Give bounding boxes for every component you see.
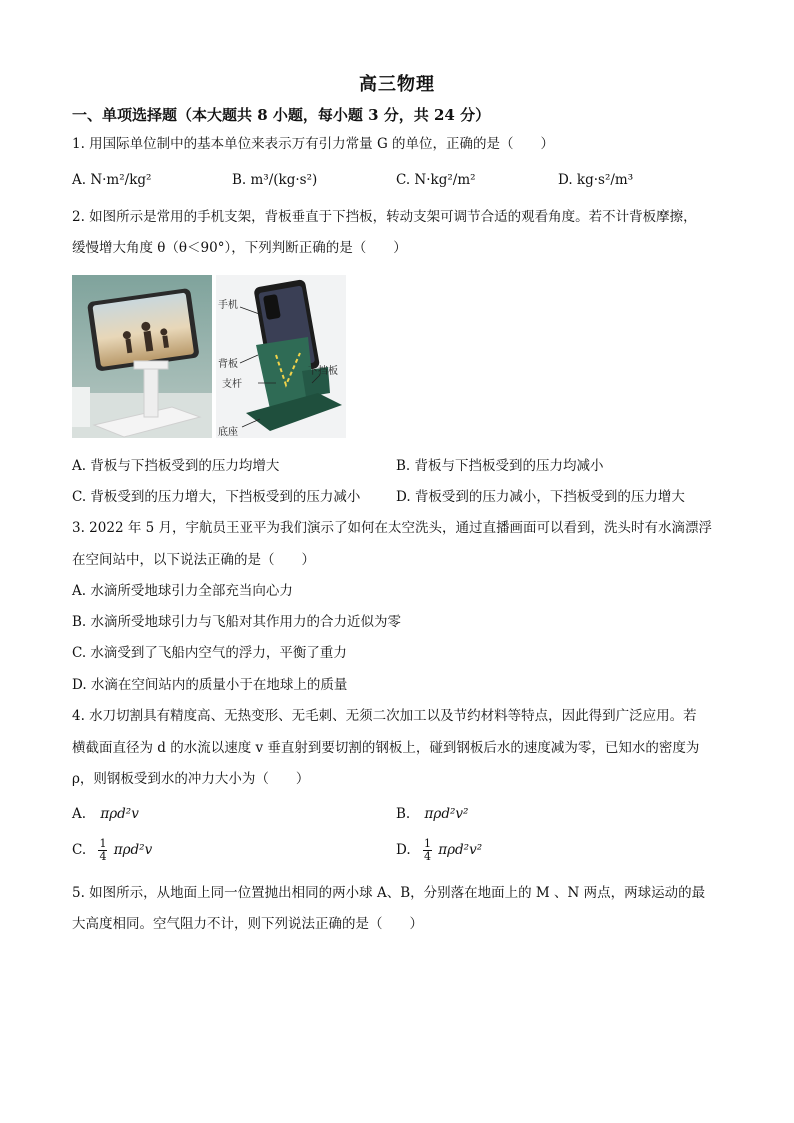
label-phone: 手机: [218, 300, 238, 311]
q5-stem-line1: 5. 如图所示，从地面上同一位置抛出相同的两小球 A、B，分别落在地面上的 M 、N 两点，两球运动的最: [72, 885, 706, 901]
label-rod: 支杆: [222, 379, 242, 390]
q3-stem-line2: 在空间站中，以下说法正确的是（ ）: [72, 552, 315, 568]
q1-option-a: A. N·m²/kg²: [72, 172, 152, 188]
q4-stem-line1: 4. 水刀切割具有精度高、无热变形、无毛刺、无须二次加工以及节约材料等特点，因此得到广泛应用。若: [72, 708, 697, 724]
fraction-numerator: 1: [99, 837, 107, 850]
page-title: 高三物理: [359, 74, 435, 95]
q4-option-c-fraction: [98, 838, 107, 863]
q1-option-d: D. kg·s²/m³: [558, 172, 634, 188]
q4-option-a-label: A.: [72, 806, 87, 822]
q1-stem: 1. 用国际单位制中的基本单位来表示万有引力常量 G 的单位，正确的是（ ）: [72, 136, 555, 152]
q4-option-d-fraction: [423, 838, 432, 863]
q5-stem-line2: 大高度相同。空气阻力不计，则下列说法正确的是（ ）: [72, 916, 423, 932]
q1-option-b: B. m³/(kg·s²): [232, 172, 318, 188]
q4-option-c: [72, 838, 152, 863]
phone-stand-photo: [72, 275, 212, 438]
label-base: 底座: [218, 427, 238, 438]
q4-option-c-label: C.: [72, 842, 87, 858]
q3-option-b: B. 水滴所受地球引力与飞船对其作用力的合力近似为零: [72, 614, 402, 630]
q4-option-a: [72, 805, 139, 823]
q4-option-d: [396, 838, 482, 863]
q3-option-d: D. 水滴在空间站内的质量小于在地球上的质量: [72, 677, 348, 693]
label-backboard: 背板: [218, 359, 238, 370]
section-heading: 一、单项选择题（本大题共 8 小题，每小题 3 分，共 24 分）: [72, 106, 491, 124]
q3-stem-line1: 3. 2022 年 5 月，宇航员王亚平为我们演示了如何在太空洗头，通过直播画面可以看到，洗头时有水滴漂浮: [72, 520, 712, 536]
q2-option-c: C. 背板受到的压力增大，下挡板受到的压力减小: [72, 489, 361, 505]
label-baffle: 下挡板: [308, 366, 338, 377]
q1-option-c: C. N·kg²/m²: [396, 172, 476, 188]
q4-option-d-expr: πρd²v²: [438, 842, 483, 858]
q2-option-b: B. 背板与下挡板受到的压力均减小: [396, 458, 604, 474]
q4-option-b-label: B.: [396, 806, 411, 822]
fraction-denominator: 4: [423, 850, 431, 863]
q4-stem-line2: 横截面直径为 d 的水流以速度 v 垂直射到要切割的钢板上，碰到钢板后水的速度减为零，已知水的密度为: [72, 740, 700, 756]
q4-option-b-expr: πρd²v²: [424, 806, 469, 822]
labeled-stand-diagram: [216, 275, 346, 438]
q2-stem-line1: 2. 如图所示是常用的手机支架，背板垂直于下挡板，转动支架可调节合适的观看角度。若不计背板摩擦，: [72, 209, 697, 225]
fraction-numerator: 1: [423, 837, 431, 850]
q2-option-d: D. 背板受到的压力减小，下挡板受到的压力增大: [396, 489, 685, 505]
q4-option-c-expr: πρd²v: [113, 842, 153, 858]
q3-option-c: C. 水滴受到了飞船内空气的浮力，平衡了重力: [72, 645, 347, 661]
fraction-denominator: 4: [99, 850, 107, 863]
q4-option-b: [396, 805, 468, 823]
q2-stem-line2: 缓慢增大角度 θ（θ＜90°），下列判断正确的是（ ）: [72, 240, 407, 256]
q2-option-a: A. 背板与下挡板受到的压力均增大: [72, 458, 280, 474]
q3-option-a: A. 水滴所受地球引力全部充当向心力: [72, 583, 293, 599]
q4-stem-line3: ρ，则钢板受到水的冲力大小为（ ）: [72, 771, 310, 787]
q4-option-d-label: D.: [396, 842, 411, 858]
q4-option-a-expr: πρd²v: [100, 806, 139, 822]
